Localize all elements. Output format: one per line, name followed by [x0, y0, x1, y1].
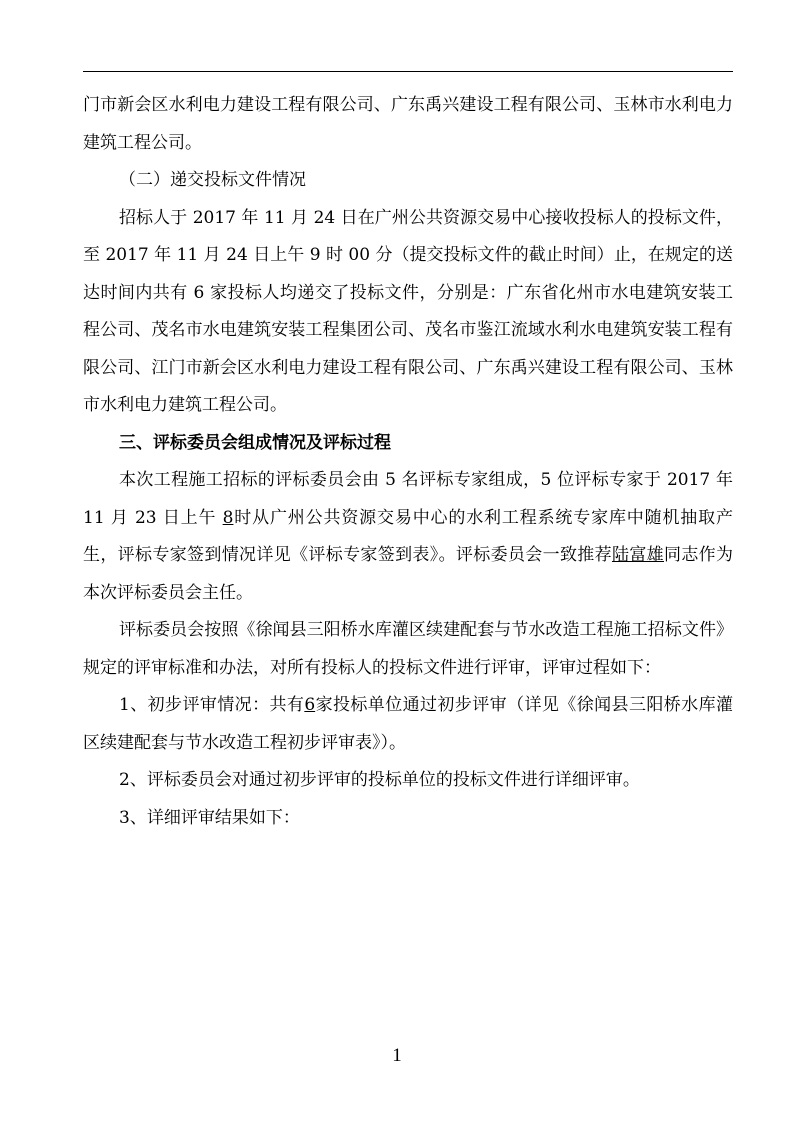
committee-text-part-2: 时从广州公共资源交易中心的水利工程系统专家库中随机抽取产生，评标专家签到情况详见《评标专家签到表》。评标委员会一致推荐 — [83, 507, 733, 565]
header-rule — [83, 71, 733, 72]
section-heading-evaluation-committee: 三、评标委员会组成情况及评标过程 — [119, 432, 391, 453]
committee-text-part-1: 本次工程施工招标的评标委员会由 5 名评标专家组成，5 位评标专家于 2017 年 11 月 23 日上午 — [83, 470, 733, 528]
paragraph-evaluation-basis: 评标委员会按照《徐闻县三阳桥水库灌区续建配套与节水改造工程施工招标文件》规定的评审标准和办法，对所有投标人的投标文件进行评审，评审过程如下： — [83, 620, 733, 678]
preliminary-text-part-2: 家投标单位通过初步评审（详见《徐闻县三阳桥水库灌区续建配套与节水改造工程初步评审表》）。 — [83, 695, 733, 753]
list-item-preliminary-review — [83, 687, 733, 762]
list-item-detailed-results: 3、详细评审结果如下： — [119, 807, 300, 828]
committee-text-part-3: 同志作为本次评标委员会主任。 — [83, 545, 734, 603]
preliminary-text-part-1: 1、初步评审情况：共有 — [119, 695, 305, 715]
paragraph-bid-submission: 招标人于 2017 年 11 月 24 日在广州公共资源交易中心接收投标人的投标文件，至 2017 年 11 月 24 日上午 9 时 00 分（提交投标文件的截止时间）止，在规定的送达时间内共有 6 家投标人均递交了投标文件，分别是：广东省化州市水电建筑安装工程公司、茂名市水电建筑安装工程集团公司、茂名市鉴江流域水利水电建筑安装工程有限公司、江门市新会区水利电力建设工程有限公司、广东禹兴建设工程有限公司、玉林市水利电力建筑工程公司。 — [83, 207, 733, 415]
list-item-detailed-review: 2、评标委员会对通过初步评审的投标单位的投标文件进行详细评审。 — [119, 770, 640, 790]
paragraph-committee-composition — [83, 462, 733, 612]
committee-chair-name: 陆富雄 — [611, 545, 664, 565]
page-number: 1 — [392, 1045, 402, 1066]
selection-hour: 8 — [222, 507, 234, 528]
paragraph-bidder-list-continued: 门市新会区水利电力建设工程有限公司、广东禹兴建设工程有限公司、玉林市水利电力建筑工程公司。 — [83, 95, 733, 153]
document-body — [83, 87, 733, 837]
passing-bidder-count: 6 — [304, 695, 316, 715]
subheading-bid-submission: （二）递交投标文件情况 — [119, 170, 306, 190]
